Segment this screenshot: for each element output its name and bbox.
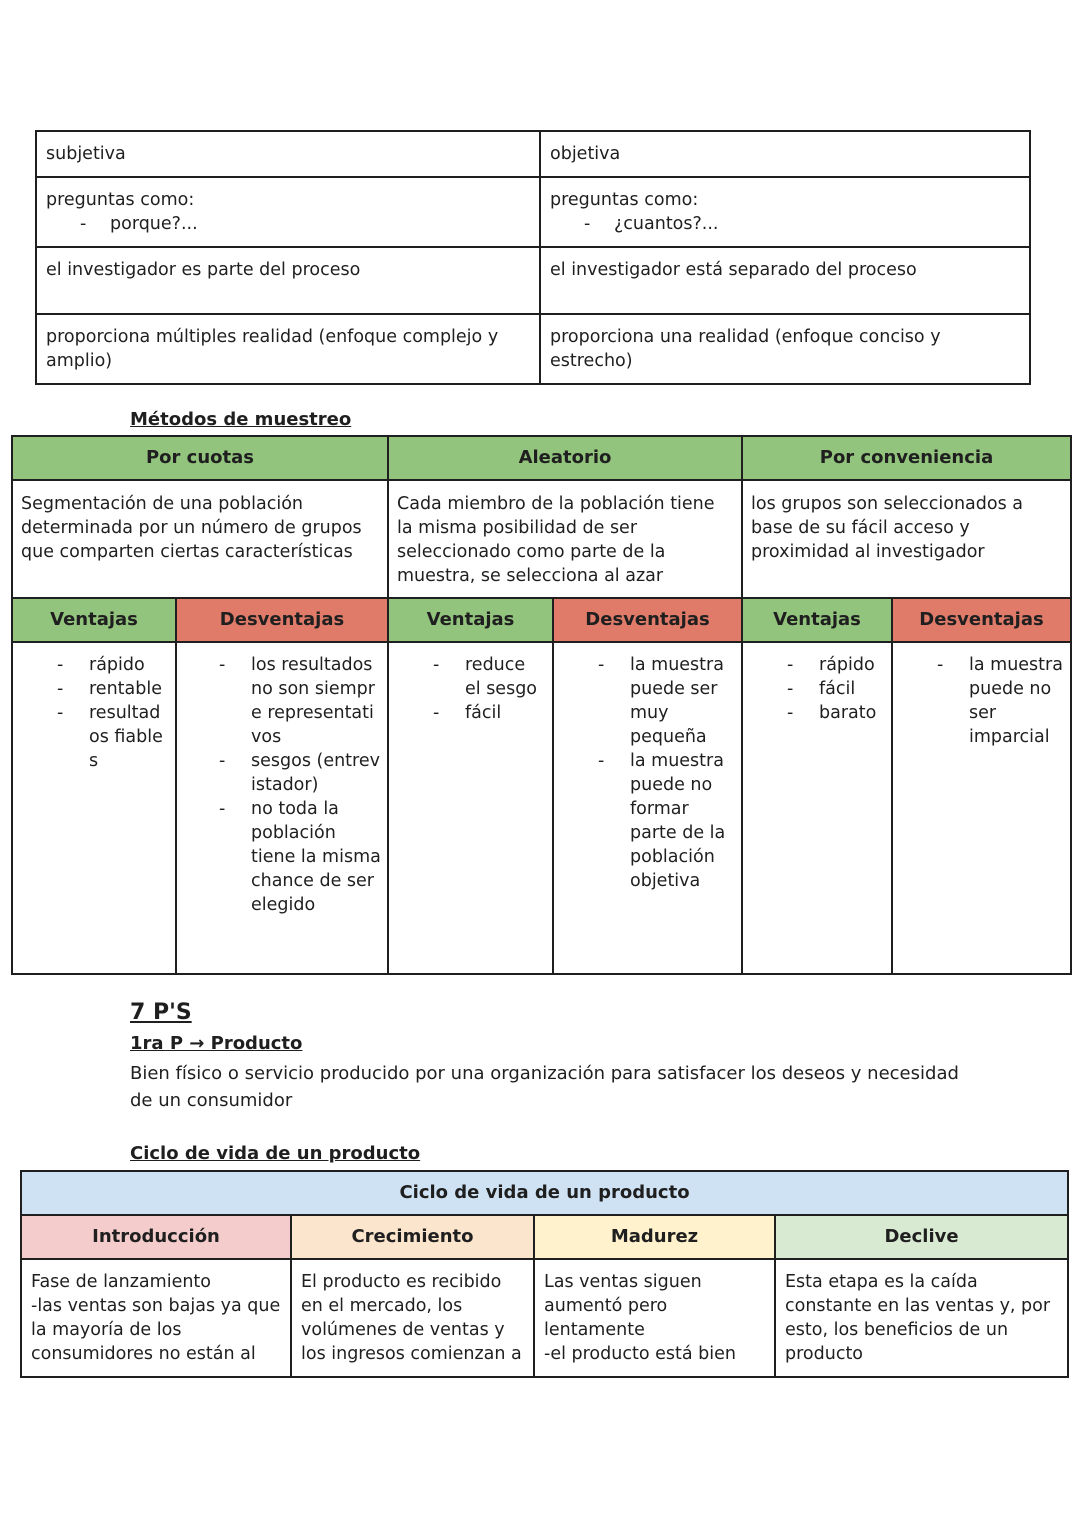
bullet-list bbox=[749, 653, 885, 725]
table-row bbox=[21, 1171, 1068, 1215]
table-row bbox=[21, 1215, 1068, 1259]
dash-list bbox=[550, 212, 1020, 236]
list-item: - la muestra puede no formar parte de la población objetiva bbox=[598, 749, 735, 893]
sampling-heading: Métodos de muestreo bbox=[130, 409, 352, 430]
table-row bbox=[12, 436, 1071, 480]
list-item: - rápido bbox=[787, 653, 885, 677]
list-item: - la muestra puede ser muy pequeña bbox=[598, 653, 735, 749]
list-item: - fácil bbox=[787, 677, 885, 701]
lifecycle-table-title: Ciclo de vida de un producto bbox=[21, 1171, 1068, 1215]
list-item: - ¿cuantos?... bbox=[584, 212, 1020, 236]
cell: subjetiva bbox=[36, 131, 540, 177]
list-item: - sesgos (entrevistador) bbox=[219, 749, 381, 797]
method-header: Aleatorio bbox=[388, 436, 742, 480]
table-row bbox=[36, 247, 1030, 314]
bullet-list bbox=[560, 653, 735, 893]
list-item: - la muestra puede no ser imparcial bbox=[937, 653, 1064, 749]
list-item: - reduce el sesgo bbox=[433, 653, 546, 701]
advantages-header: Ventajas bbox=[388, 598, 553, 642]
cell: el investigador es parte del proceso bbox=[36, 247, 540, 314]
stage-description: Fase de lanzamiento -las ventas son bajas ya que la mayoría de los consumidores no están al bbox=[21, 1259, 291, 1377]
advantages-cell bbox=[12, 642, 176, 974]
cell bbox=[36, 177, 540, 247]
advantages-header: Ventajas bbox=[742, 598, 892, 642]
method-header: Por cuotas bbox=[12, 436, 388, 480]
list-item: - barato bbox=[787, 701, 885, 725]
sampling-methods-table bbox=[11, 435, 1072, 975]
list-item: - porque?... bbox=[80, 212, 530, 236]
product-definition: Bien físico o servicio producido por una organización para satisfacer los deseos y necesidad de un consumidor bbox=[130, 1063, 959, 1111]
first-p-heading: 1ra P → Producto bbox=[130, 1033, 303, 1054]
seven-ps-heading: 7 P'S bbox=[130, 1000, 192, 1025]
bullet-list bbox=[899, 653, 1064, 749]
method-description: los grupos son seleccionados a base de su fácil acceso y proximidad al investigador bbox=[742, 480, 1071, 598]
stage-description: Las ventas siguen aumentó pero lentamente -el producto está bien bbox=[534, 1259, 775, 1377]
cell-title: preguntas como: bbox=[46, 190, 195, 210]
table-row bbox=[36, 314, 1030, 384]
method-header: Por conveniencia bbox=[742, 436, 1071, 480]
bullet-list bbox=[183, 653, 381, 917]
cell: objetiva bbox=[540, 131, 1030, 177]
method-description: Cada miembro de la población tiene la misma posibilidad de ser seleccionado como parte de la muestra, se selecciona al azar bbox=[388, 480, 742, 598]
cell: proporciona múltiples realidad (enfoque complejo y amplio) bbox=[36, 314, 540, 384]
table-row bbox=[21, 1259, 1068, 1377]
dash-list bbox=[46, 212, 530, 236]
list-item: - resultados fiables bbox=[57, 701, 169, 773]
stage-header-madurez: Madurez bbox=[534, 1215, 775, 1259]
table-row bbox=[12, 642, 1071, 974]
table-row bbox=[36, 177, 1030, 247]
lifecycle-heading: Ciclo de vida de un producto bbox=[130, 1143, 421, 1164]
list-item: - no toda la población tiene la misma chance de ser elegido bbox=[219, 797, 381, 917]
stage-description: Esta etapa es la caída constante en las ventas y, por esto, los beneficios de un producto bbox=[775, 1259, 1068, 1377]
method-description: Segmentación de una población determinada por un número de grupos que comparten ciertas características bbox=[12, 480, 388, 598]
table-row bbox=[36, 131, 1030, 177]
cell: proporciona una realidad (enfoque conciso y estrecho) bbox=[540, 314, 1030, 384]
stage-header-crecimiento: Crecimiento bbox=[291, 1215, 534, 1259]
table-row bbox=[12, 598, 1071, 642]
cell-title: preguntas como: bbox=[550, 190, 699, 210]
advantages-header: Ventajas bbox=[12, 598, 176, 642]
bullet-list bbox=[395, 653, 546, 725]
advantages-cell bbox=[388, 642, 553, 974]
disadvantages-cell bbox=[892, 642, 1071, 974]
disadvantages-cell bbox=[176, 642, 388, 974]
list-item: - fácil bbox=[433, 701, 546, 725]
cell bbox=[540, 177, 1030, 247]
advantages-cell bbox=[742, 642, 892, 974]
list-item: - rentable bbox=[57, 677, 169, 701]
disadvantages-cell bbox=[553, 642, 742, 974]
lifecycle-table bbox=[20, 1170, 1069, 1378]
stage-header-introduccion: Introducción bbox=[21, 1215, 291, 1259]
stage-header-declive: Declive bbox=[775, 1215, 1068, 1259]
bullet-list bbox=[19, 653, 169, 773]
stage-description: El producto es recibido en el mercado, los volúmenes de ventas y los ingresos comienzan a bbox=[291, 1259, 534, 1377]
disadvantages-header: Desventajas bbox=[553, 598, 742, 642]
list-item: - rápido bbox=[57, 653, 169, 677]
table-row bbox=[12, 480, 1071, 598]
disadvantages-header: Desventajas bbox=[176, 598, 388, 642]
list-item: - los resultados no son siempre representativos bbox=[219, 653, 381, 749]
cell: el investigador está separado del proceso bbox=[540, 247, 1030, 314]
disadvantages-header: Desventajas bbox=[892, 598, 1071, 642]
comparison-table bbox=[35, 130, 1031, 385]
